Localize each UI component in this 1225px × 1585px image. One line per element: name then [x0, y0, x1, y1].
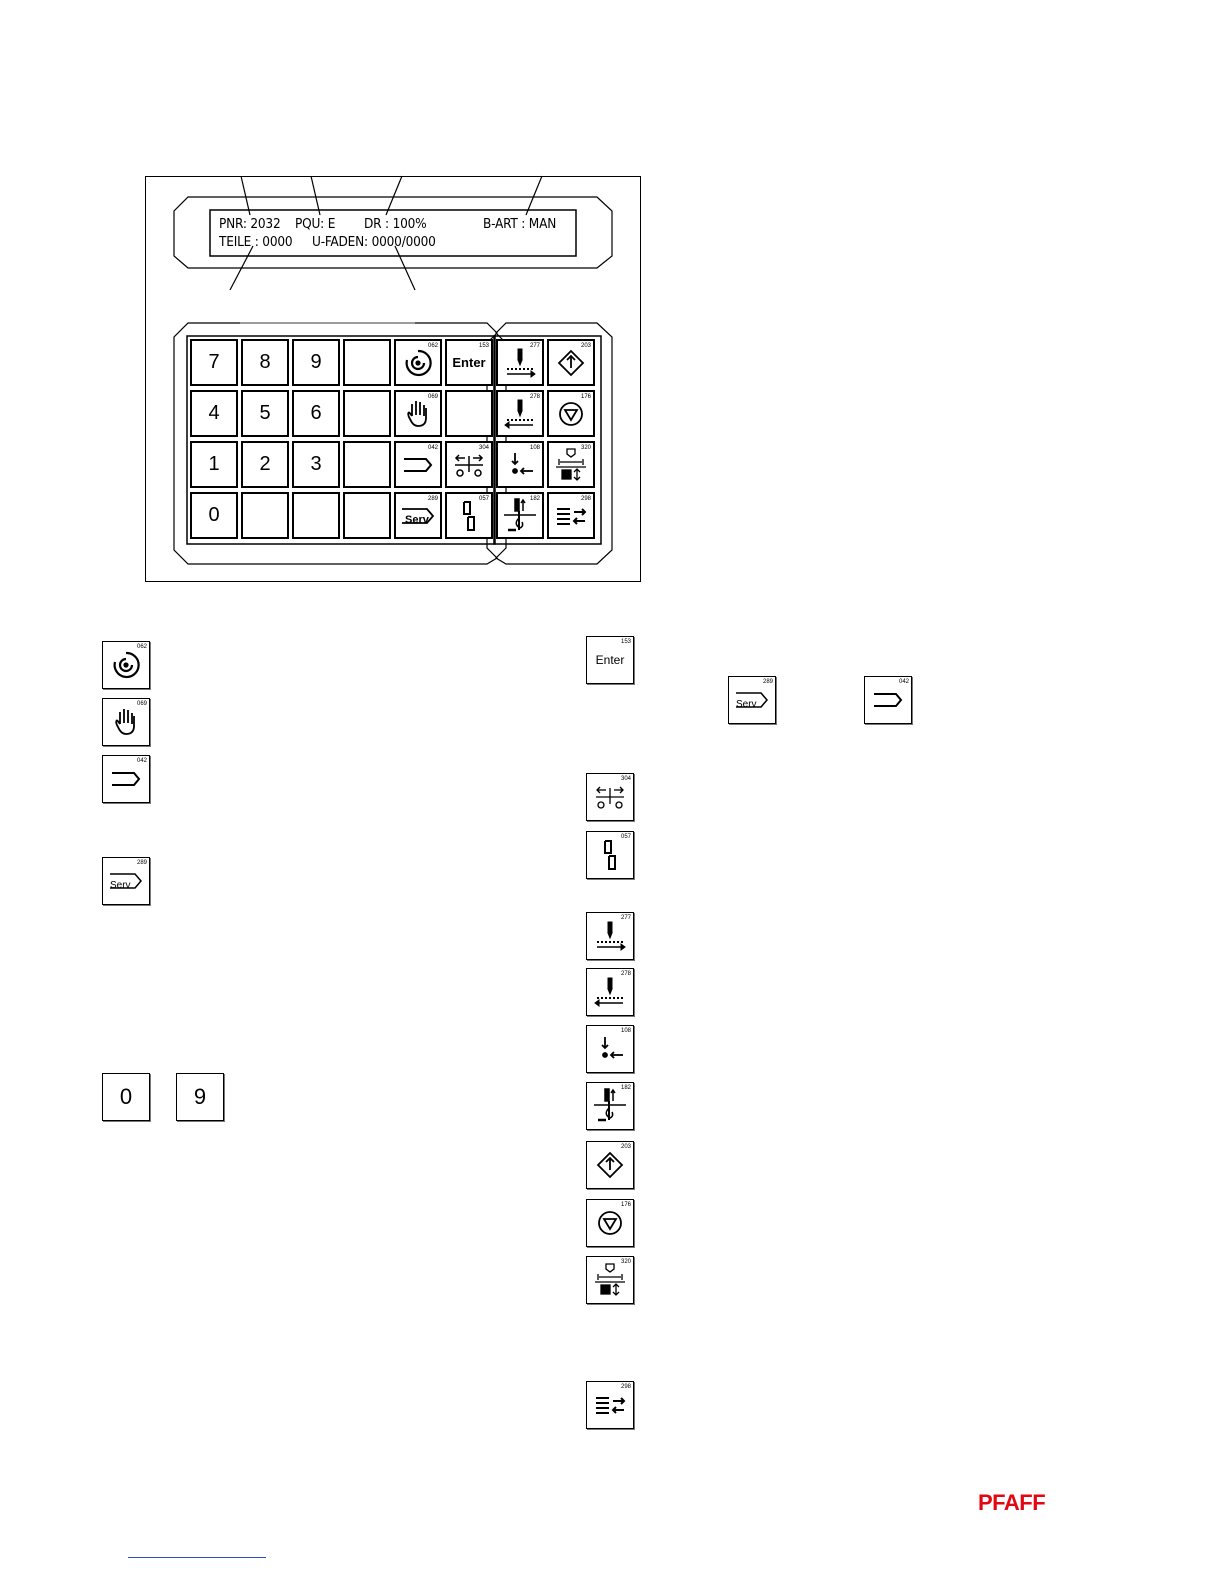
pressure-key[interactable] — [547, 441, 595, 488]
key-1-label: 1 — [208, 453, 220, 475]
reset-spiral-icon — [109, 648, 143, 682]
position-key[interactable] — [496, 441, 544, 488]
reset-spiral-icon — [401, 346, 435, 380]
legend-reset-key — [102, 641, 150, 689]
reset-key-code: 062 — [427, 343, 438, 349]
key-3-label: 3 — [310, 453, 322, 475]
key-blank[interactable] — [241, 492, 289, 539]
key-6-label: 6 — [310, 402, 322, 424]
clamp-open-key[interactable] — [445, 492, 493, 539]
clamp-key-code: 304 — [478, 445, 489, 451]
legend-serv-inline-label: Serv — [736, 699, 757, 710]
legend-list-code: 298 — [620, 1384, 631, 1390]
legend-manual-code: 069 — [136, 701, 147, 707]
tab-arrow-icon — [870, 685, 906, 715]
legend-pressure-key — [586, 1256, 634, 1304]
key-blank[interactable] — [445, 390, 493, 437]
legend-start-key — [586, 1141, 634, 1189]
serv-key-code: 289 — [427, 496, 438, 502]
legend-needle-thread-code: 182 — [620, 1085, 631, 1091]
feed-backward-code: 278 — [529, 394, 540, 400]
legend-serv-inline-code: 289 — [762, 679, 773, 685]
legend-tab-key-inline — [864, 676, 912, 724]
needle-thread-key[interactable] — [496, 492, 544, 539]
legend-position-key — [586, 1025, 634, 1073]
position-key-code: 108 — [529, 445, 540, 451]
stop-circle-icon — [593, 1206, 627, 1240]
list-key[interactable] — [547, 492, 595, 539]
legend-serv-code: 289 — [136, 860, 147, 866]
legend-feed-backward-key — [586, 968, 634, 1016]
key-9[interactable] — [292, 339, 340, 386]
legend-enter-code: 153 — [620, 639, 631, 645]
tab-key-code: 042 — [427, 445, 438, 451]
display-pqu: PQU: E — [295, 216, 336, 232]
key-6[interactable] — [292, 390, 340, 437]
reset-key[interactable] — [394, 339, 442, 386]
key-8[interactable] — [241, 339, 289, 386]
feed-forward-key[interactable] — [496, 339, 544, 386]
serv-key-label: Serv — [405, 514, 429, 526]
legend-clamp-open-code: 057 — [620, 834, 631, 840]
stop-circle-icon — [554, 397, 588, 431]
legend-enter-label: Enter — [595, 653, 625, 667]
legend-key-0 — [102, 1073, 150, 1121]
legend-start-code: 203 — [620, 1144, 631, 1150]
clamp-key[interactable] — [445, 441, 493, 488]
legend-feed-backward-code: 278 — [620, 971, 631, 977]
manual-key-code: 069 — [427, 394, 438, 400]
key-4[interactable] — [190, 390, 238, 437]
legend-tab-key — [102, 755, 150, 803]
clamp-spread-icon — [451, 448, 487, 482]
tab-arrow-icon — [400, 450, 436, 480]
legend-serv-label: Serv — [110, 880, 131, 891]
tab-arrow-icon — [108, 764, 144, 794]
start-key[interactable] — [547, 339, 595, 386]
feed-backward-key[interactable] — [496, 390, 544, 437]
key-5-label: 5 — [259, 402, 271, 424]
key-1[interactable] — [190, 441, 238, 488]
enter-key[interactable] — [445, 339, 493, 386]
key-9-label: 9 — [310, 351, 322, 373]
list-swap-icon — [592, 1390, 628, 1420]
clamp-spread-icon — [592, 780, 628, 814]
needle-thread-code: 182 — [529, 496, 540, 502]
display-bart: B-ART : MAN — [483, 216, 557, 232]
key-2[interactable] — [241, 441, 289, 488]
clamp-open-icon — [457, 498, 481, 534]
legend-clamp-open-key — [586, 831, 634, 879]
legend-position-code: 108 — [620, 1028, 631, 1034]
manual-key[interactable] — [394, 390, 442, 437]
feed-forward-code: 277 — [529, 343, 540, 349]
legend-key-9 — [176, 1073, 224, 1121]
key-5[interactable] — [241, 390, 289, 437]
legend-feed-forward-code: 277 — [620, 915, 631, 921]
key-0-label: 0 — [208, 504, 220, 526]
key-blank[interactable] — [343, 390, 391, 437]
legend-tab-code: 042 — [136, 758, 147, 764]
start-diamond-icon — [593, 1148, 627, 1182]
clamp-open-icon — [598, 837, 622, 873]
legend-clamp-key — [586, 773, 634, 821]
key-7[interactable] — [190, 339, 238, 386]
start-diamond-icon — [554, 346, 588, 380]
down-left-position-icon — [503, 448, 537, 482]
legend-stop-key — [586, 1199, 634, 1247]
needle-feed-backward-icon — [503, 397, 537, 431]
legend-tab-inline-code: 042 — [898, 679, 909, 685]
legend-clamp-code: 304 — [620, 776, 631, 782]
key-blank[interactable] — [292, 492, 340, 539]
legend-enter-key — [586, 636, 634, 684]
needle-feed-forward-icon — [503, 346, 537, 380]
legend-reset-code: 062 — [136, 644, 147, 650]
key-4-label: 4 — [208, 402, 220, 424]
pressure-key-code: 320 — [580, 445, 591, 451]
display-dr: DR : 100% — [364, 216, 427, 232]
legend-feed-forward-key — [586, 912, 634, 960]
pfaff-logo: PFAFF — [978, 1490, 1046, 1515]
enter-key-label: Enter — [452, 355, 486, 370]
list-swap-icon — [553, 501, 589, 531]
needle-feed-backward-icon — [593, 975, 627, 1009]
key-blank[interactable] — [343, 339, 391, 386]
stop-key-code: 176 — [580, 394, 591, 400]
legend-digit-from: 0 — [119, 1084, 133, 1109]
key-8-label: 8 — [259, 351, 271, 373]
needle-thread-icon — [590, 1086, 630, 1126]
panel-outline-drawing — [0, 0, 1225, 620]
enter-key-code: 153 — [478, 343, 489, 349]
legend-digit-to: 9 — [193, 1084, 207, 1109]
key-2-label: 2 — [259, 453, 271, 475]
presser-foot-icon — [590, 1260, 630, 1300]
down-left-position-icon — [593, 1032, 627, 1066]
clamp-open-code: 057 — [478, 496, 489, 502]
hand-icon — [403, 398, 433, 430]
display-teile: TEILE : 0000 — [219, 234, 293, 250]
needle-feed-forward-icon — [593, 919, 627, 953]
key-0[interactable] — [190, 492, 238, 539]
legend-serv-key — [102, 857, 150, 905]
stop-key[interactable] — [547, 390, 595, 437]
display-pnr: PNR: 2032 — [219, 216, 281, 232]
start-key-code: 203 — [580, 343, 591, 349]
key-blank[interactable] — [343, 441, 391, 488]
legend-manual-key — [102, 698, 150, 746]
key-3[interactable] — [292, 441, 340, 488]
tab-key[interactable] — [394, 441, 442, 488]
legend-stop-code: 176 — [620, 1202, 631, 1208]
key-7-label: 7 — [208, 351, 220, 373]
serv-key[interactable] — [394, 492, 442, 539]
display-ufaden: U-FADEN: 0000/0000 — [312, 234, 436, 250]
list-key-code: 298 — [580, 496, 591, 502]
legend-serv-key-inline — [728, 676, 776, 724]
legend-needle-thread-key — [586, 1082, 634, 1130]
legend-pressure-code: 320 — [620, 1259, 631, 1265]
key-blank[interactable] — [343, 492, 391, 539]
legend-list-key — [586, 1381, 634, 1429]
hand-icon — [111, 706, 141, 738]
footer-link-underline[interactable] — [128, 1557, 266, 1558]
